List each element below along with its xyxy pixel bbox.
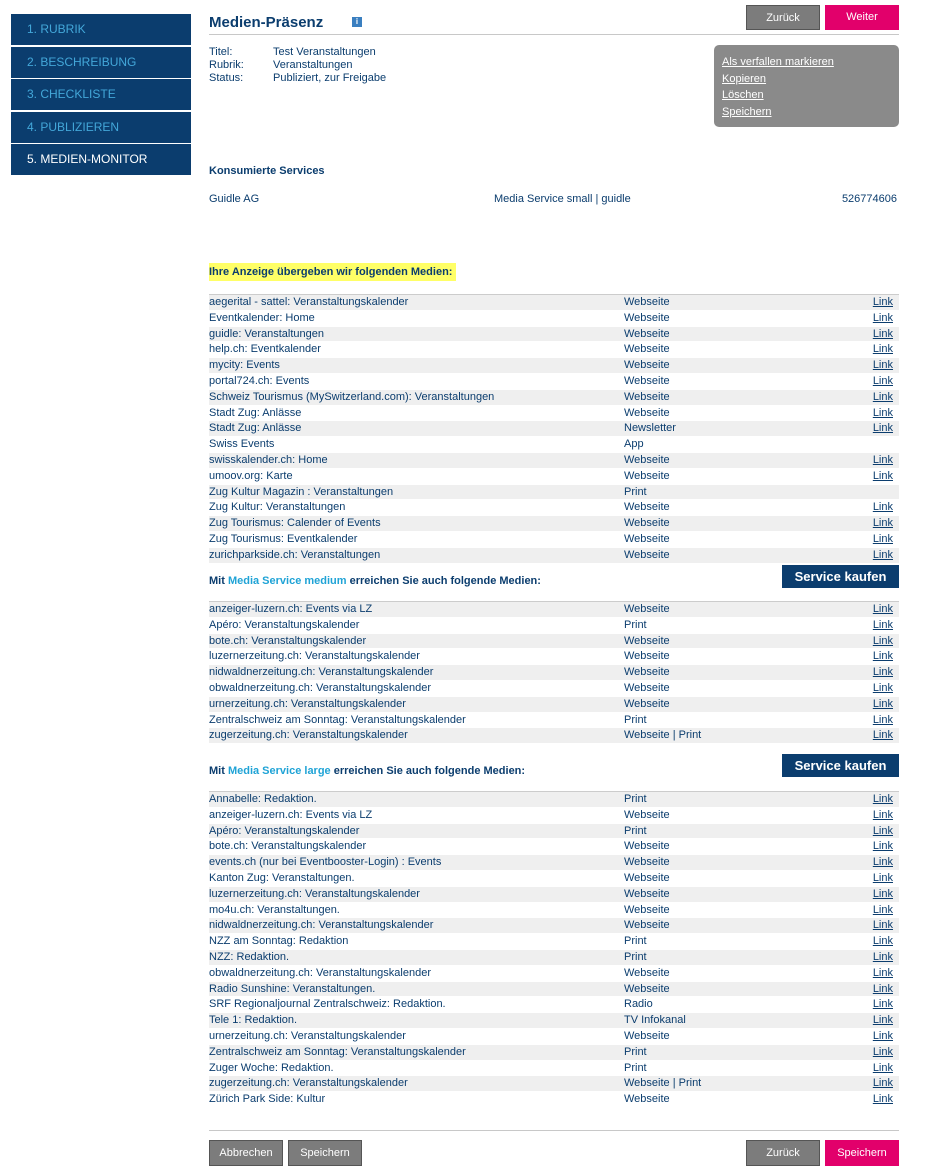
media-link[interactable]: Link: [872, 919, 893, 932]
media-name: anzeiger-luzern.ch: Events via LZ: [209, 808, 373, 821]
table-row: [209, 516, 899, 532]
save-link[interactable]: Speichern: [722, 105, 772, 118]
table-row: [209, 634, 899, 650]
media-type: Print: [624, 485, 647, 498]
media-link[interactable]: Link: [872, 998, 893, 1011]
table-row: [209, 934, 899, 950]
media-name: Stadt Zug: Anlässe: [209, 422, 302, 435]
media-name: Zug Tourismus: Eventkalender: [209, 532, 358, 545]
buy-large-button[interactable]: Service kaufen: [782, 754, 899, 777]
cancel-button[interactable]: Abbrechen: [209, 1140, 283, 1166]
table-row: [209, 855, 899, 871]
media-name: Apéro: Veranstaltungskalender: [209, 618, 360, 631]
media-link[interactable]: Link: [872, 501, 893, 514]
media-link[interactable]: Link: [872, 982, 893, 995]
table-row: [209, 839, 899, 855]
info-icon[interactable]: i: [352, 17, 362, 27]
media-name: Radio Sunshine: Veranstaltungen.: [209, 982, 376, 995]
media-link[interactable]: Link: [872, 618, 893, 631]
media-type: Print: [624, 935, 647, 948]
media-link[interactable]: Link: [872, 453, 893, 466]
media-link[interactable]: Link: [872, 532, 893, 545]
table-row: [209, 374, 899, 390]
table-row: [209, 824, 899, 840]
media-type: Webseite: [624, 532, 670, 545]
media-name: obwaldnerzeitung.ch: Veranstaltungskalender: [209, 681, 431, 694]
media-link[interactable]: Link: [872, 311, 893, 324]
footer-divider: [209, 1130, 899, 1131]
media-link[interactable]: Link: [872, 359, 893, 372]
media-type: Webseite: [624, 1093, 670, 1106]
status-label: Status:: [209, 72, 244, 84]
media-type: Webseite: [624, 296, 670, 308]
title-divider: [209, 34, 899, 35]
table-row: [209, 406, 899, 422]
media-type: Webseite: [624, 840, 670, 853]
table-row: [209, 1045, 899, 1061]
medium-service-name[interactable]: Media Service medium: [227, 575, 347, 587]
table-row: [209, 713, 899, 729]
mark-expired-link[interactable]: Als verfallen markieren: [722, 56, 834, 68]
media-type: Webseite: [624, 327, 670, 340]
media-name: help.ch: Eventkalender: [209, 343, 321, 356]
media-link[interactable]: Link: [872, 343, 893, 356]
media-name: umoov.org: Karte: [209, 469, 293, 482]
media-type: Webseite: [624, 966, 670, 979]
media-name: Swiss Events: [209, 438, 275, 451]
media-name: nidwaldnerzeitung.ch: Veranstaltungskalender: [209, 919, 434, 932]
table-row: [209, 792, 899, 808]
table-row: [209, 665, 899, 681]
media-link[interactable]: Link: [872, 469, 893, 482]
media-name: zurichparkside.ch: Veranstaltungen: [209, 548, 381, 561]
table-row: [209, 1076, 899, 1092]
media-type: Webseite: [624, 681, 670, 694]
media-link[interactable]: Link: [872, 517, 893, 530]
table-row: [209, 390, 899, 406]
media-name: Schweiz Tourismus (MySwitzerland.com): Veranstaltungen: [209, 390, 495, 403]
table-row: [209, 697, 899, 713]
status-value: Publiziert, zur Freigabe: [273, 72, 387, 84]
large-media-table: [209, 791, 899, 1108]
media-link[interactable]: Link: [872, 793, 893, 805]
table-row: [209, 295, 899, 311]
medium-promo-text: [209, 575, 541, 587]
media-name: obwaldnerzeitung.ch: Veranstaltungskalender: [209, 966, 431, 979]
title-value: Test Veranstaltungen: [273, 46, 376, 58]
media-name: bote.ch: Veranstaltungskalender: [209, 840, 367, 853]
services-heading: Konsumierte Services: [209, 165, 325, 177]
save-button-left[interactable]: Speichern: [288, 1140, 362, 1166]
media-type: Webseite: [624, 453, 670, 466]
media-type: Webseite: [624, 406, 670, 419]
media-type: Webseite: [624, 390, 670, 403]
table-row: [209, 469, 899, 485]
media-type: Webseite: [624, 501, 670, 514]
media-name: mycity: Events: [209, 359, 280, 372]
media-link[interactable]: Link: [872, 1077, 893, 1090]
table-row: [209, 358, 899, 374]
media-link[interactable]: Link: [872, 966, 893, 979]
media-type: Webseite: [624, 548, 670, 561]
media-type: App: [624, 438, 644, 451]
media-type: Webseite: [624, 697, 670, 710]
media-link[interactable]: Link: [872, 296, 893, 308]
media-type: Webseite: [624, 887, 670, 900]
table-row: [209, 1092, 899, 1108]
title-label: Titel:: [209, 46, 233, 58]
table-row: [209, 437, 899, 453]
table-row: [209, 548, 899, 564]
media-name: Zug Tourismus: Calender of Events: [209, 517, 381, 530]
media-name: Tele 1: Redaktion.: [209, 1014, 298, 1027]
promo-text-before: Mit: [209, 765, 228, 777]
media-name: Apéro: Veranstaltungskalender: [209, 824, 360, 837]
media-type: Webseite: [624, 343, 670, 356]
actions-panel: [714, 45, 899, 127]
table-row: [209, 871, 899, 887]
media-name: Zürich Park Side: Kultur: [209, 1093, 326, 1106]
sidebar-item-2[interactable]: 2. BESCHREIBUNG: [11, 47, 191, 78]
table-row: [209, 728, 899, 744]
media-type: Webseite: [624, 517, 670, 530]
table-row: [209, 618, 899, 634]
media-type: Print: [624, 793, 647, 805]
medium-media-table: [209, 601, 899, 744]
table-row: [209, 1029, 899, 1045]
media-name: NZZ: Redaktion.: [209, 950, 290, 963]
media-name: SRF Regionaljournal Zentralschweiz: Redaktion.: [209, 998, 446, 1011]
media-type: Webseite: [624, 359, 670, 372]
promo-text-after: erreichen Sie auch folgende Medien:: [330, 765, 526, 777]
back-button-top[interactable]: Zurück: [746, 5, 820, 30]
media-name: bote.ch: Veranstaltungskalender: [209, 634, 367, 647]
media-link[interactable]: Link: [872, 887, 893, 900]
media-name: mo4u.ch: Veranstaltungen.: [209, 903, 340, 916]
table-row: [209, 327, 899, 343]
media-type: Webseite | Print: [624, 729, 702, 742]
large-promo-text: [209, 765, 525, 777]
media-name: swisskalender.ch: Home: [209, 453, 328, 466]
media-type: Webseite: [624, 808, 670, 821]
rubric-label: Rubrik:: [209, 59, 244, 71]
media-type: Webseite: [624, 603, 670, 615]
media-type: Print: [624, 824, 647, 837]
save-button-right[interactable]: Speichern: [825, 1140, 899, 1166]
table-row: [209, 982, 899, 998]
media-link[interactable]: Link: [872, 1093, 893, 1106]
rubric-value: Veranstaltungen: [273, 59, 353, 71]
media-name: urnerzeitung.ch: Veranstaltungskalender: [209, 1029, 406, 1042]
media-link[interactable]: Link: [872, 903, 893, 916]
media-name: Zentralschweiz am Sonntag: Veranstaltungskalender: [209, 713, 466, 726]
media-type: Webseite: [624, 856, 670, 869]
media-link[interactable]: Link: [872, 634, 893, 647]
table-row: [209, 1013, 899, 1029]
media-link[interactable]: Link: [872, 697, 893, 710]
table-row: [209, 453, 899, 469]
media-link[interactable]: Link: [872, 856, 893, 869]
media-type: Newsletter: [624, 422, 676, 435]
media-link[interactable]: Link: [872, 327, 893, 340]
media-name: Zug Kultur Magazin : Veranstaltungen: [209, 485, 394, 498]
media-link[interactable]: Link: [872, 1045, 893, 1058]
media-link[interactable]: Link: [872, 840, 893, 853]
media-name: nidwaldnerzeitung.ch: Veranstaltungskalender: [209, 666, 434, 679]
media-link[interactable]: Link: [872, 681, 893, 694]
back-button-bottom[interactable]: Zurück: [746, 1140, 820, 1166]
media-link[interactable]: Link: [872, 374, 893, 387]
media-type: Print: [624, 713, 647, 726]
media-link[interactable]: Link: [872, 422, 893, 435]
media-name: urnerzeitung.ch: Veranstaltungskalender: [209, 697, 406, 710]
media-type: Print: [624, 950, 647, 963]
media-name: Kanton Zug: Veranstaltungen.: [209, 871, 355, 884]
media-link[interactable]: Link: [872, 808, 893, 821]
sidebar-item-5[interactable]: 5. MEDIEN-MONITOR: [11, 144, 191, 175]
table-row: [209, 602, 899, 618]
table-row: [209, 950, 899, 966]
media-link[interactable]: Link: [872, 950, 893, 963]
sidebar-nav: [11, 14, 191, 177]
media-name: luzernerzeitung.ch: Veranstaltungskalender: [209, 650, 420, 663]
media-type: Webseite: [624, 871, 670, 884]
media-name: luzernerzeitung.ch: Veranstaltungskalender: [209, 887, 420, 900]
media-link[interactable]: Link: [872, 1061, 893, 1074]
media-type: Webseite: [624, 650, 670, 663]
media-type: Print: [624, 1061, 647, 1074]
media-type: Webseite | Print: [624, 1077, 702, 1090]
media-name: NZZ am Sonntag: Redaktion: [209, 935, 349, 948]
service-name: Media Service small | guidle: [494, 193, 631, 205]
media-link[interactable]: Link: [872, 713, 893, 726]
media-link[interactable]: Link: [872, 406, 893, 419]
media-name: anzeiger-luzern.ch: Events via LZ: [209, 603, 373, 615]
media-type: Webseite: [624, 374, 670, 387]
media-link[interactable]: Link: [872, 871, 893, 884]
media-name: Zug Kultur: Veranstaltungen: [209, 501, 346, 514]
table-row: [209, 485, 899, 501]
table-row: [209, 649, 899, 665]
media-name: Zentralschweiz am Sonntag: Veranstaltungskalender: [209, 1045, 466, 1058]
table-row: [209, 903, 899, 919]
current-media-table: [209, 294, 899, 564]
media-type: Webseite: [624, 919, 670, 932]
media-name: zugerzeitung.ch: Veranstaltungskalender: [209, 729, 408, 742]
large-service-name[interactable]: Media Service large: [227, 765, 331, 777]
table-row: [209, 342, 899, 358]
media-type: Webseite: [624, 311, 670, 324]
media-type: Webseite: [624, 982, 670, 995]
table-row: [209, 966, 899, 982]
media-name: Zuger Woche: Redaktion.: [209, 1061, 334, 1074]
media-type: Print: [624, 618, 647, 631]
media-name: zugerzeitung.ch: Veranstaltungskalender: [209, 1077, 408, 1090]
media-type: Webseite: [624, 666, 670, 679]
media-link[interactable]: Link: [872, 603, 893, 615]
media-name: Eventkalender: Home: [209, 311, 315, 324]
media-type: Print: [624, 1045, 647, 1058]
delete-link[interactable]: Löschen: [722, 89, 764, 101]
promo-text-before: Mit: [209, 575, 228, 587]
media-type: Webseite: [624, 469, 670, 482]
media-name: Stadt Zug: Anlässe: [209, 406, 302, 419]
media-type: Radio: [624, 998, 653, 1011]
media-link[interactable]: Link: [872, 1014, 893, 1027]
table-row: [209, 808, 899, 824]
media-name: portal724.ch: Events: [209, 374, 310, 387]
promo-text-after: erreichen Sie auch folgende Medien:: [346, 575, 541, 587]
media-link[interactable]: Link: [872, 650, 893, 663]
media-type: Webseite: [624, 634, 670, 647]
table-row: [209, 532, 899, 548]
service-row: [209, 193, 899, 206]
media-name: guidle: Veranstaltungen: [209, 327, 324, 340]
table-row: [209, 311, 899, 327]
page-title: Medien-Präsenz: [209, 14, 324, 31]
media-link[interactable]: Link: [872, 729, 893, 742]
service-provider: Guidle AG: [209, 193, 260, 205]
table-row: [209, 997, 899, 1013]
table-row: [209, 887, 899, 903]
media-type: Webseite: [624, 1029, 670, 1042]
media-link[interactable]: Link: [872, 935, 893, 948]
service-number: 526774606: [841, 193, 897, 205]
media-link[interactable]: Link: [872, 1029, 893, 1042]
media-link[interactable]: Link: [872, 666, 893, 679]
sidebar-item-3[interactable]: 3. CHECKLISTE: [11, 79, 191, 110]
table-row: [209, 1061, 899, 1077]
sidebar-item-4[interactable]: 4. PUBLIZIEREN: [11, 112, 191, 143]
media-name: aegerital - sattel: Veranstaltungskalender: [209, 296, 409, 308]
media-type: Webseite: [624, 903, 670, 916]
buy-medium-button[interactable]: Service kaufen: [782, 565, 899, 588]
media-link[interactable]: Link: [872, 824, 893, 837]
media-name: Annabelle: Redaktion.: [209, 793, 317, 805]
media-name: events.ch (nur bei Eventbooster-Login) : Events: [209, 856, 442, 869]
meta-info: [209, 46, 386, 85]
media-link[interactable]: Link: [872, 390, 893, 403]
next-button-top[interactable]: Weiter: [825, 5, 899, 30]
table-row: [209, 500, 899, 516]
table-row: [209, 918, 899, 934]
media-link[interactable]: Link: [872, 548, 893, 561]
table-row: [209, 421, 899, 437]
current-media-heading: Ihre Anzeige übergeben wir folgenden Medien:: [209, 263, 456, 281]
table-row: [209, 681, 899, 697]
sidebar-item-1[interactable]: 1. RUBRIK: [11, 14, 191, 45]
media-type: TV Infokanal: [624, 1014, 686, 1027]
copy-link[interactable]: Kopieren: [722, 72, 767, 85]
